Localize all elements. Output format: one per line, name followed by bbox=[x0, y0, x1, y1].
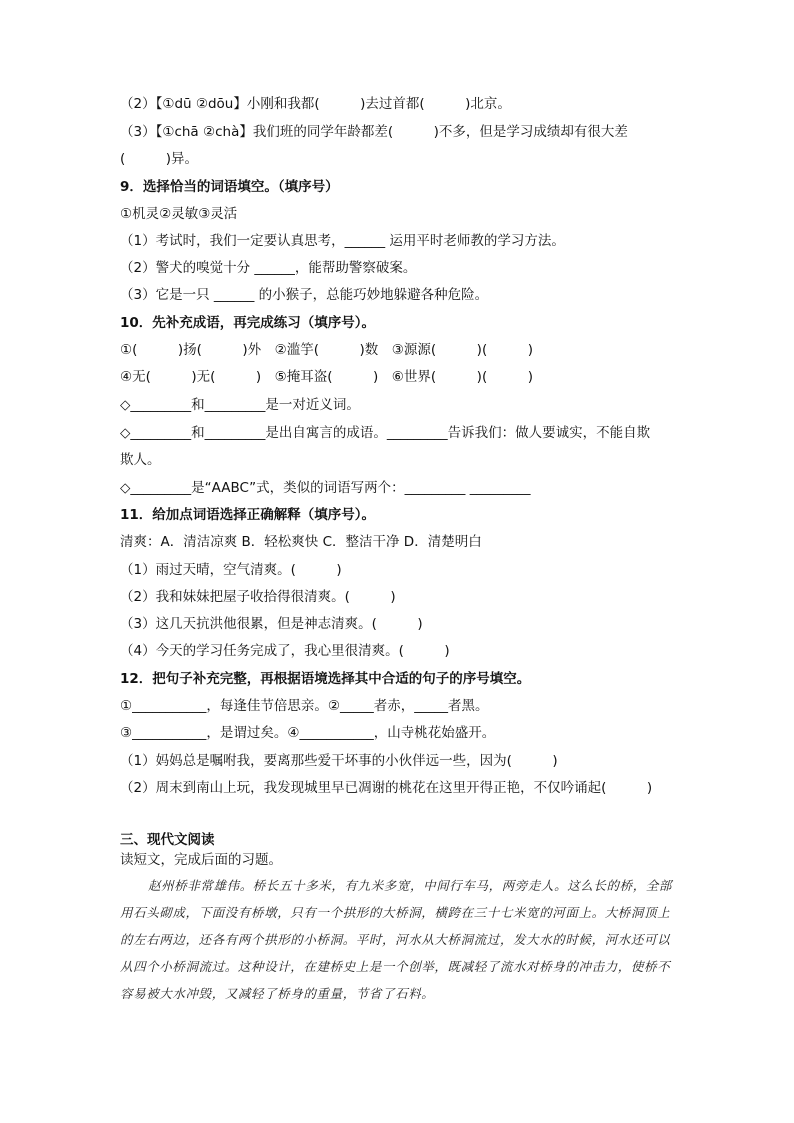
q10-row2: ④无( )无( ) ⑤掩耳盗( ) ⑥世界( )( ) bbox=[120, 369, 533, 385]
q9-options: ①机灵②灵敏③灵活 bbox=[120, 206, 238, 222]
q10-item2-line1: ◇_________和_________是出自寓言的成语。_________告诉我们：做人要诚实，不能自欺 bbox=[120, 425, 651, 441]
reading-passage: 赵州桥非常雄伟。桥长五十多米，有九米多宽，中间行车马，两旁走人。这么长的桥，全部用石头砌成，下面没有桥墩，只有一个拱形的大桥洞，横跨在三十七米宽的河面上。大桥洞顶上的左右两边，还各有两个拱形的小桥洞。平时，河水从大桥洞流过，发大水的时候，河水还可以从四个小桥洞流过。这种设计，在建桥史上是一个创举，既减轻了流水对桥身的冲击力，使桥不容易被大水冲毁，又减轻了桥身的重量，节省了石料。 bbox=[120, 878, 673, 1001]
q8-item3-line1: （3）【①chā ②chà】我们班的同学年龄都差( )不多，但是学习成绩却有很大差 bbox=[120, 124, 628, 140]
q11-options: 清爽：A．清洁凉爽 B．轻松爽快 C．整洁干净 D．清楚明白 bbox=[120, 534, 482, 550]
q10-item2-line2: 欺人。 bbox=[120, 452, 161, 468]
q12-row1: ①___________，每逢佳节倍思亲。②_____者赤，_____者黑。 bbox=[120, 698, 489, 714]
q12-title: 12．把句子补充完整，再根据语境选择其中合适的句子的序号填空。 bbox=[120, 671, 531, 687]
q11-item2: （2）我和妹妹把屋子收拾得很清爽。( ) bbox=[120, 589, 396, 605]
section3-title: 三、现代文阅读 bbox=[120, 832, 215, 848]
q8-item2: （2）【①dū ②dōu】小刚和我都( )去过首都( )北京。 bbox=[120, 96, 511, 112]
q9-item3: （3）它是一只 ______ 的小猴子，总能巧妙地躲避各种危险。 bbox=[120, 287, 489, 303]
section3-instruction: 读短文，完成后面的习题。 bbox=[120, 852, 282, 868]
q10-row1: ①( )扬( )外 ②滥竽( )数 ③源源( )( ) bbox=[120, 342, 533, 358]
q12-row2: ③___________，是谓过矣。④___________，山寺桃花始盛开。 bbox=[120, 725, 496, 741]
q9-item1: （1）考试时，我们一定要认真思考，______ 运用平时老师教的学习方法。 bbox=[120, 233, 565, 249]
q10-item3: ◇_________是“AABC”式，类似的词语写两个：_________ _________ bbox=[120, 480, 531, 496]
q12-item2: （2）周末到南山上玩，我发现城里早已凋谢的桃花在这里开得正艳，不仅吟诵起( ) bbox=[120, 780, 653, 796]
q11-title: 11．给加点词语选择正确解释（填序号）。 bbox=[120, 507, 376, 523]
q9-title: 9．选择恰当的词语填空。（填序号） bbox=[120, 179, 339, 195]
q9-item2: （2）警犬的嗅觉十分 ______，能帮助警察破案。 bbox=[120, 260, 417, 276]
q10-title: 10．先补充成语，再完成练习（填序号）。 bbox=[120, 315, 376, 331]
q11-item1: （1）雨过天晴，空气清爽。( ) bbox=[120, 562, 342, 578]
q10-item1: ◇_________和_________是一对近义词。 bbox=[120, 397, 360, 413]
q12-item1: （1）妈妈总是嘱咐我，要离那些爱干坏事的小伙伴远一些，因为( ) bbox=[120, 753, 558, 769]
q8-item3-line2: ( )异。 bbox=[120, 151, 199, 167]
q11-item3: （3）这几天抗洪他很累，但是神志清爽。( ) bbox=[120, 616, 423, 632]
q11-item4: （4）今天的学习任务完成了，我心里很清爽。( ) bbox=[120, 643, 450, 659]
